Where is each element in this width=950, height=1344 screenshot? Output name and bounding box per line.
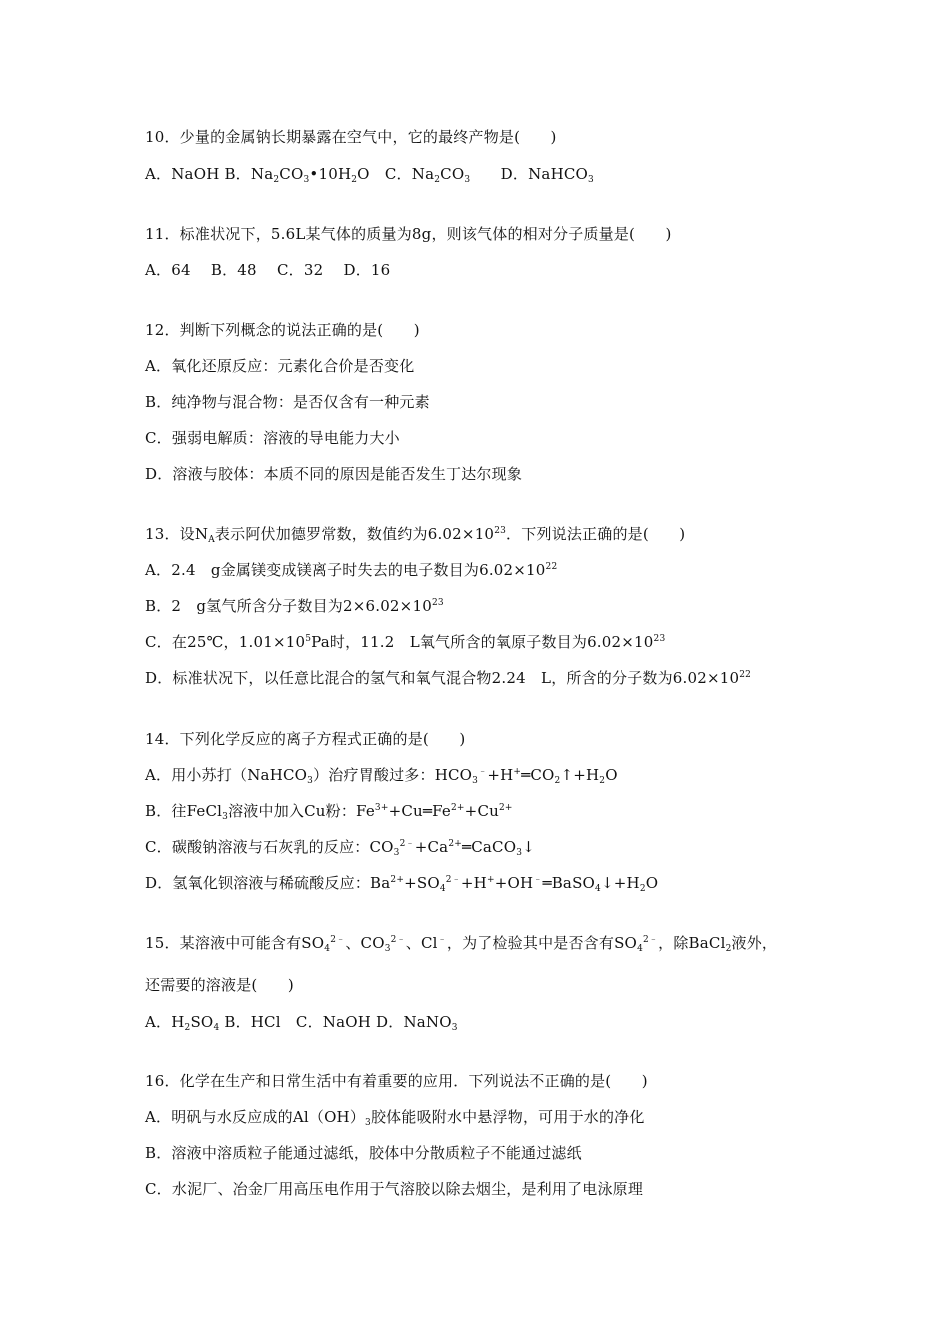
question-16-option-b: B．溶液中溶质粒子能通过滤纸，胶体中分散质粒子不能通过滤纸 (145, 1144, 582, 1162)
question-11-options: A．64 B．48 C．32 D．16 (145, 261, 391, 279)
question-12-option-d: D．溶液与胶体：本质不同的原因是能否发生丁达尔现象 (145, 465, 523, 483)
question-10-options: A．NaOH B．$Na_2CO_3•10H_2O$ C．$Na_2CO_3$ D．NaHCO$_3$ (145, 165, 594, 185)
question-15-stem-continued: 还需要的溶液是( ) (145, 976, 294, 994)
question-14-option-d: D．氢氧化钡溶液与稀硫酸反应：$Ba^{2+}+SO_4^{2﹣}+H^++OH^﹣═BaSO_4↓+H_2O$ (145, 874, 659, 894)
question-12-stem: 12．判断下列概念的说法正确的是( ) (145, 321, 420, 339)
question-11-stem: 11．标准状况下，5.6L某气体的质量为8g，则该气体的相对分子质量是( ) (145, 225, 672, 243)
question-15-options: A．$H_2SO_4$ B．HCl C．NaOH D．NaNO$_3$ (145, 1013, 458, 1033)
question-13-option-b: B．2 g氢气所含分子数目为$2\times 6.02\times 10^{23}$ (145, 597, 444, 615)
question-14-option-b: B．往FeCl$_3$溶液中加入Cu粉：$Fe^{3+}+Cu═Fe^{2+}+Cu^{2+}$ (145, 802, 513, 822)
question-15-stem: 15．某溶液中可能含有$SO_4^{2﹣}$、$CO_3^{2﹣}$、Cl﹣，为了检验其中是否含有$SO_4^{2﹣}$，除BaCl$_2$液外， (145, 934, 778, 954)
question-16-option-a: A．明矾与水反应成的$Al(OH)_3$胶体能吸附水中悬浮物，可用于水的净化 (145, 1108, 645, 1128)
question-10-stem: 10．少量的金属钠长期暴露在空气中，它的最终产物是( ) (145, 128, 557, 146)
question-16-option-c: C．水泥厂、冶金厂用高压电作用于气溶胶以除去烟尘，是利用了电泳原理 (145, 1180, 644, 1198)
question-12-option-c: C．强弱电解质：溶液的导电能力大小 (145, 429, 400, 447)
question-12-option-b: B．纯净物与混合物：是否仅含有一种元素 (145, 393, 430, 411)
question-13-stem: 13．设$N_A$表示阿伏加德罗常数，数值约为$6.02\times 10^{23}$．下列说法正确的是( ) (145, 525, 686, 545)
question-14-stem: 14．下列化学反应的离子方程式正确的是( ) (145, 730, 466, 748)
question-14-option-c: C．碳酸钠溶液与石灰乳的反应：$CO_3^{2﹣}+Ca^{2+}═CaCO_3↓$ (145, 838, 535, 858)
question-16-stem: 16．化学在生产和日常生活中有着重要的应用．下列说法不正确的是( ) (145, 1072, 648, 1090)
question-14-option-a: A．用小苏打（NaHCO$_3$）治疗胃酸过多：$HCO_3^﹣+H^+═CO_2↑+H_2O$ (145, 766, 618, 786)
question-13-option-d: D．标准状况下，以任意比混合的氢气和氧气混合物2.24 L，所含的分子数为$6.02\times 10^{22}$ (145, 669, 752, 687)
question-13-option-c: C．在25℃，$1.01\times 10^5Pa$时，11.2 L氧气所含的氧原子数目为$6.02\times 10^{23}$ (145, 633, 666, 651)
question-13-option-a: A．2.4 g金属镁变成镁离子时失去的电子数目为$6.02\times 10^{22}$ (145, 561, 558, 579)
question-12-option-a: A．氧化还原反应：元素化合价是否变化 (145, 357, 415, 375)
